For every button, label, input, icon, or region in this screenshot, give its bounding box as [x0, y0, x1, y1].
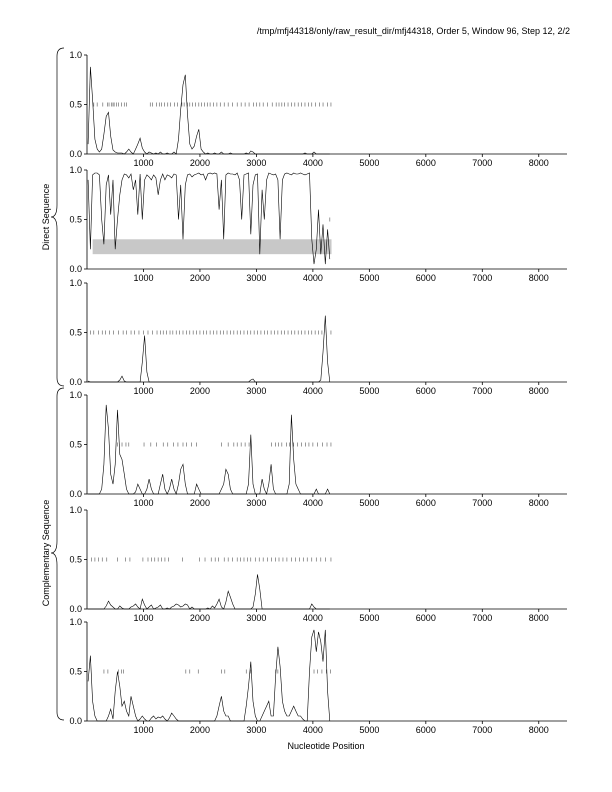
y-tick-label: 0.0 [69, 604, 82, 614]
x-tick-label: 1000 [133, 158, 154, 168]
y-tick-label: 0.0 [69, 489, 82, 499]
x-tick-label: 7000 [472, 498, 493, 508]
y-tick-label: 1.0 [69, 50, 82, 60]
group-brace-direct [51, 48, 64, 386]
x-tick-label: 6000 [415, 725, 436, 735]
x-tick-label: 3000 [246, 158, 267, 168]
y-tick-label: 1.0 [69, 617, 82, 627]
y-tick-label: 0.0 [69, 716, 82, 726]
panel-1 [69, 50, 567, 168]
y-tick-label: 0.5 [69, 214, 82, 225]
x-tick-label: 7000 [472, 725, 493, 735]
y-tick-label: 0.5 [69, 327, 82, 338]
x-tick-label: 4000 [302, 725, 323, 735]
x-tick-label: 4000 [302, 386, 323, 396]
x-tick-label: 3000 [246, 613, 267, 623]
x-tick-label: 6000 [415, 613, 436, 623]
x-tick-label: 2000 [189, 273, 210, 283]
x-tick-label: 1000 [133, 725, 154, 735]
y-tick-label: 0.5 [69, 99, 82, 110]
y-tick-label: 1.0 [69, 165, 82, 175]
series-line [88, 630, 330, 721]
group-label-complementary: Complementary Sequence [41, 499, 51, 607]
x-tick-label: 3000 [246, 725, 267, 735]
x-tick-label: 4000 [302, 158, 323, 168]
x-tick-label: 8000 [528, 273, 549, 283]
x-tick-label: 5000 [359, 273, 380, 283]
x-tick-label: 2000 [189, 613, 210, 623]
x-tick-label: 7000 [472, 273, 493, 283]
x-tick-label: 4000 [302, 613, 323, 623]
x-tick-label: 3000 [246, 273, 267, 283]
y-tick-label: 0.0 [69, 264, 82, 274]
series-line [88, 67, 330, 154]
x-tick-label: 2000 [189, 158, 210, 168]
page-title: /tmp/mfj44318/only/raw_result_dir/mfj44318, Order 5, Window 96, Step 12, 2/2 [256, 26, 570, 36]
x-tick-label: 5000 [359, 386, 380, 396]
x-tick-label: 1000 [133, 498, 154, 508]
x-tick-label: 5000 [359, 725, 380, 735]
panels [69, 50, 567, 735]
panel-4 [69, 390, 567, 508]
x-tick-label: 2000 [189, 498, 210, 508]
shaded-band [93, 239, 332, 254]
x-tick-label: 5000 [359, 498, 380, 508]
x-tick-label: 8000 [528, 386, 549, 396]
panel-5 [69, 505, 567, 623]
y-tick-label: 0.5 [69, 554, 82, 565]
x-tick-label: 7000 [472, 613, 493, 623]
y-tick-label: 0.0 [69, 149, 82, 159]
x-tick-label: 6000 [415, 273, 436, 283]
x-tick-label: 4000 [302, 498, 323, 508]
panel-2 [69, 165, 567, 283]
x-tick-label: 8000 [528, 613, 549, 623]
y-tick-label: 1.0 [69, 390, 82, 400]
x-tick-label: 7000 [472, 386, 493, 396]
panel-3 [69, 278, 567, 396]
x-tick-label: 8000 [528, 725, 549, 735]
x-tick-label: 2000 [189, 386, 210, 396]
x-tick-label: 1000 [133, 273, 154, 283]
series-line [88, 405, 330, 494]
y-tick-label: 0.5 [69, 439, 82, 450]
series-line [88, 316, 330, 382]
x-tick-label: 5000 [359, 158, 380, 168]
y-tick-label: 0.5 [69, 666, 82, 677]
y-tick-label: 1.0 [69, 505, 82, 515]
x-tick-label: 1000 [133, 613, 154, 623]
group-label-direct: Direct Sequence [41, 183, 51, 251]
x-tick-label: 3000 [246, 498, 267, 508]
group-brace-complementary [51, 388, 64, 720]
x-tick-label: 4000 [302, 273, 323, 283]
x-tick-label: 6000 [415, 158, 436, 168]
x-axis-label: Nucleotide Position [287, 741, 365, 751]
panel-6 [69, 617, 567, 735]
x-tick-label: 3000 [246, 386, 267, 396]
y-tick-label: 0.0 [69, 377, 82, 387]
x-tick-label: 2000 [189, 725, 210, 735]
x-tick-label: 6000 [415, 386, 436, 396]
x-tick-label: 8000 [528, 498, 549, 508]
x-tick-label: 1000 [133, 386, 154, 396]
x-tick-label: 5000 [359, 613, 380, 623]
series-line [88, 574, 330, 609]
x-tick-label: 8000 [528, 158, 549, 168]
x-tick-label: 6000 [415, 498, 436, 508]
y-tick-label: 1.0 [69, 278, 82, 288]
x-tick-label: 7000 [472, 158, 493, 168]
